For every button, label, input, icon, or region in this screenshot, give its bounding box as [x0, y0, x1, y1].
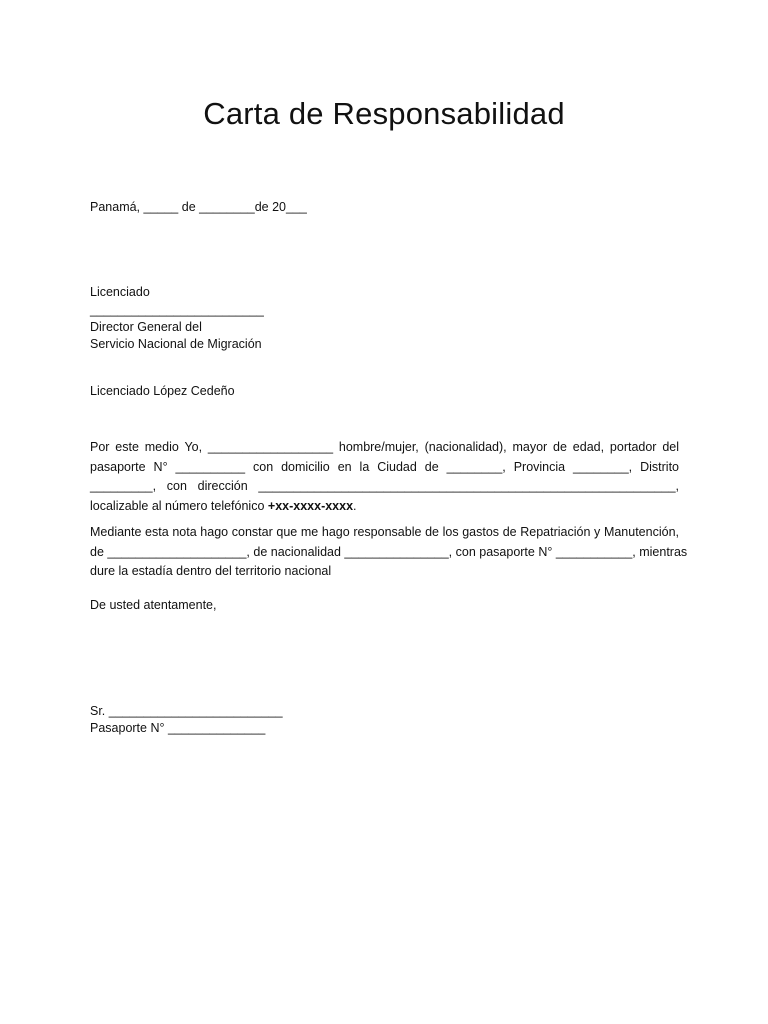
closing-line: De usted atentamente, [90, 598, 217, 612]
document-title: Carta de Responsabilidad [203, 96, 565, 131]
greeting-line: Licenciado López Cedeño [90, 384, 235, 398]
phone-number: +xx-xxxx-xxxx [267, 498, 354, 513]
paragraph-2-line-3: dure la estadía dentro del territorio nacional [90, 564, 332, 578]
recipient-salutation: Licenciado [90, 285, 150, 299]
paragraph-1-line-4 [90, 497, 679, 517]
paragraph-1-line-1: Por este medio Yo, __________________ hombre/mujer, (nacionalidad), mayor de edad, portador del [90, 440, 679, 454]
date-line: Panamá, _____ de ________de 20___ [90, 200, 307, 214]
paragraph-responsibility [90, 523, 688, 582]
paragraph-1-line-3: _________, con dirección ____________________________________________________________, [90, 479, 679, 493]
paragraph-1-line-2: pasaporte N° __________ con domicilio en la Ciudad de ________, Provincia ________, Distrito [90, 459, 679, 474]
paragraph-declaration [90, 438, 679, 516]
phone-prefix: localizable al número telefónico [90, 498, 268, 513]
signature-name-line: Sr. _________________________ [90, 704, 283, 718]
paragraph-2-line-2: de ____________________, de nacionalidad _______________, con pasaporte N° ___________, mientras [90, 544, 688, 559]
signature-passport-line: Pasaporte N° ______________ [90, 721, 266, 735]
recipient-position-1: Director General del [90, 320, 202, 334]
phone-suffix: . [353, 498, 357, 513]
recipient-position-2: Servicio Nacional de Migración [90, 337, 262, 351]
paragraph-2-line-1: Mediante esta nota hago constar que me hago responsable de los gastos de Repatriación y Manutención, [90, 525, 679, 539]
recipient-name-blank: _________________________ [90, 303, 264, 317]
